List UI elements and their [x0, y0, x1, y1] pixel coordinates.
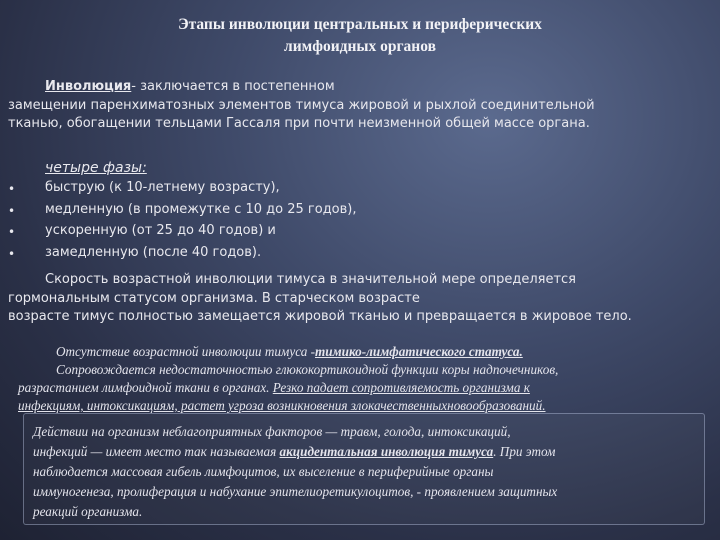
intro-paragraph — [8, 78, 713, 134]
phase-text: ускоренную (от 25 до 40 годов) и — [45, 223, 276, 238]
phases-heading: четыре фазы: — [45, 160, 147, 176]
box-line-2-a: инфекций — имеет место так называемая — [33, 444, 280, 459]
list-item — [8, 201, 713, 223]
slide-title — [100, 14, 620, 58]
absence-line-2: Сопровождается недостаточностью глюкокортикоидной функции коры надпочечников, — [56, 362, 559, 377]
absence-line-3-underlined: Резко падает сопротивляемость организма к — [272, 380, 530, 395]
accidental-involution-box — [23, 413, 705, 525]
box-line-2 — [33, 442, 698, 462]
box-line-5: реакций организма. — [33, 504, 143, 519]
absence-line-4: инфекциям, интоксикациям, растет угроза возникновения злокачественныхновообразований. — [18, 398, 546, 413]
absence-line-1-text: Отсутствие возрастной инволюции тимуса - — [56, 344, 315, 359]
intro-line-1 — [8, 78, 713, 97]
title-line-1: Этапы инволюции центральных и периферических — [178, 16, 542, 33]
speed-line-2: гормональным статусом организма. В старческом возрасте — [8, 290, 420, 306]
absence-line-3 — [18, 379, 708, 397]
speed-line-3: возрасте тимус полностью замещается жировой тканью и превращается в жировое тело. — [8, 309, 632, 324]
phase-text: быструю (к 10-летнему возрасту), — [45, 180, 280, 195]
list-item — [8, 222, 713, 244]
thymic-lymphatic-status-term: тимико-лимфатического статуса. — [315, 344, 523, 359]
box-line-2-c: . При этом — [493, 444, 556, 459]
intro-line-3: тканью, обогащении тельцами Гассаля при почти неизменной общей массе органа. — [8, 116, 590, 131]
bullet-icon: • — [8, 182, 16, 196]
term-involution: Инволюция — [45, 79, 132, 94]
bullet-icon: • — [8, 203, 16, 218]
phase-text: медленную (в промежутке с 10 до 25 годов), — [45, 201, 357, 217]
absence-paragraph — [18, 343, 708, 415]
absence-line-1 — [18, 343, 708, 361]
box-line-3: наблюдается массовая гибель лимфоцитов, их выселение в периферийные органы — [33, 464, 494, 479]
box-line-4: иммуногенеза, пролиферация и набухание эпителиоретикулоцитов, - проявлением защитных — [33, 484, 558, 499]
bullet-icon: • — [8, 246, 16, 261]
bullet-icon: • — [8, 225, 16, 239]
box-line-1: Действии на организм неблагоприятных факторов — травм, голода, интоксикаций, — [33, 424, 511, 439]
list-item — [8, 244, 713, 266]
speed-line-1: Скорость возрастной инволюции тимуса в значительной мере определяется — [45, 272, 576, 287]
accidental-involution-term: акцидентальная инволюция тимуса — [279, 444, 494, 459]
list-item — [8, 179, 713, 201]
box-text — [33, 422, 698, 522]
intro-line-2: замещении паренхиматозных элементов тимуса жировой и рыхлой соединительной — [8, 97, 595, 113]
phase-text: замедленную (после 40 годов). — [45, 244, 262, 260]
title-line-2: лимфоидных органов — [284, 38, 436, 55]
speed-paragraph — [8, 271, 713, 327]
phases-list — [8, 179, 713, 265]
absence-line-3-text: разрастанием лимфоидной ткани в органах. — [18, 380, 273, 395]
intro-line-1-rest: - заключается в постепенном — [131, 79, 335, 94]
